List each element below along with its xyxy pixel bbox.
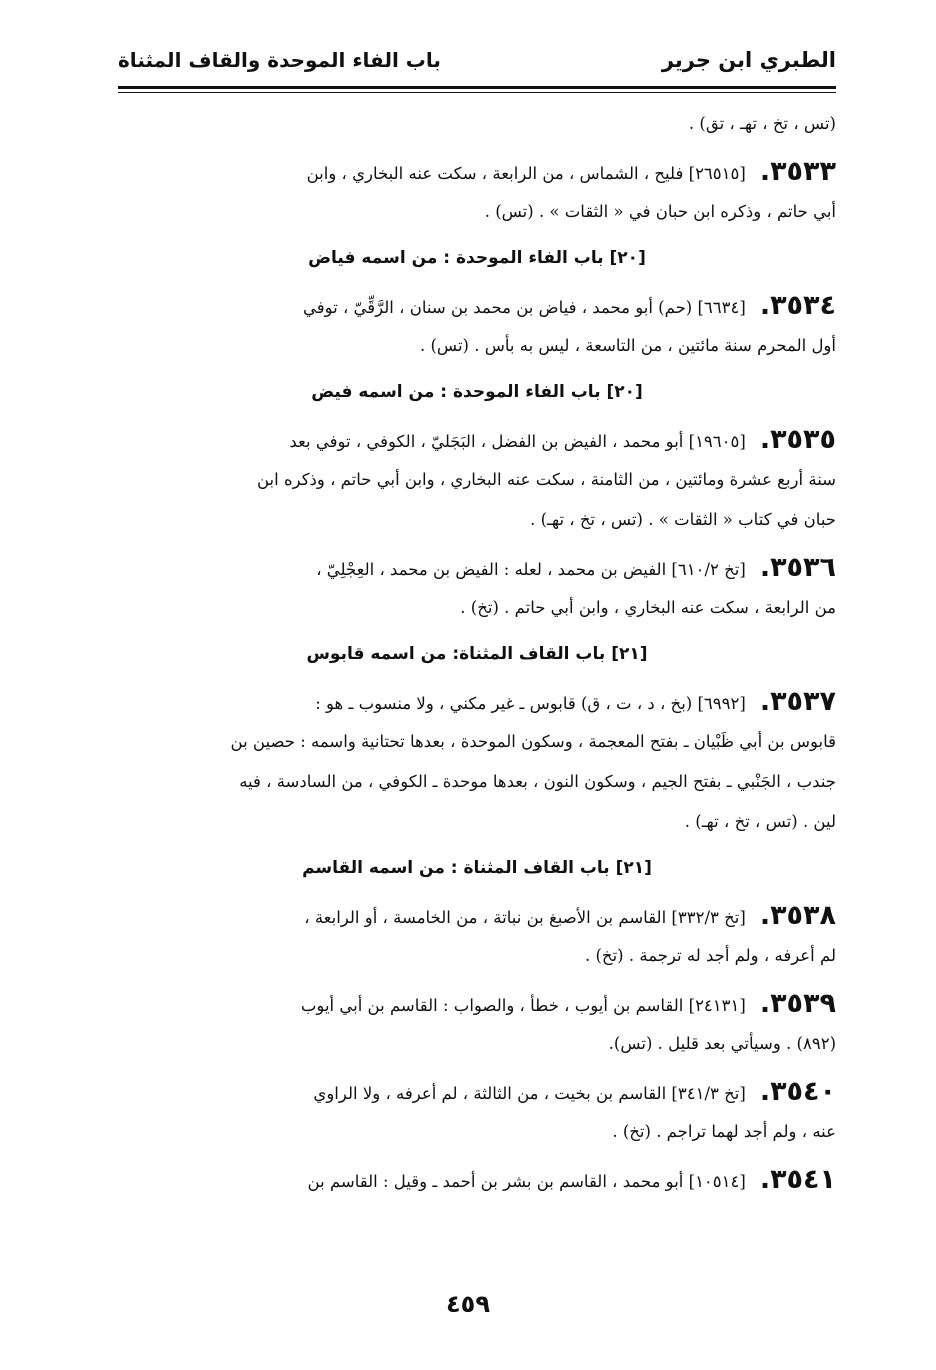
entry-number: ٣٥٣٣. [759,156,836,187]
entry-text-line: من الرابعة ، سكت عنه البخاري ، وابن أبي حاتم . (تخ) . [460,598,836,617]
entry-3538 [118,896,836,936]
entry-text-line: أبي حاتم ، وذكره ابن حبان في « الثقات » . (تس) . [484,202,836,221]
entry-text-line: لين . (تس ، تخ ، تهـ) . [684,812,836,831]
entry-text-line: قابوس بن أبي ظَبْيان ـ بفتح المعجمة ، وسكون الموحدة ، بعدها تحتانية واسمه : حصين بن [230,732,836,751]
entry-number: ٣٥٣٤. [759,290,836,321]
continuation-line: (تس ، تخ ، تهـ ، تق) . [688,114,836,133]
entry-text-line: جندب ، الجَنْبي ـ بفتح الجيم ، وسكون النون ، بعدها موحدة ـ الكوفي ، من السادسة ، فيه [239,772,836,791]
page-number: ٤٥٩ [446,1290,490,1318]
entry-text: [٦٦٣٤] (حم) أبو محمد ، فياض بن محمد بن سنان ، الرَّقِّيّ ، توفي [302,298,746,317]
header-rule-thick [118,86,836,89]
entry-text-line: سنة أربع عشرة ومائتين ، من الثامنة ، سكت عنه البخاري ، وابن أبي حاتم ، وذكره ابن [256,470,836,489]
section-heading: [٢٠] باب الفاء الموحدة : من اسمه فياض [308,248,646,268]
entry-text: [١٠٥١٤] أبو محمد ، القاسم بن بشر بن أحمد ـ وقيل : القاسم بن [307,1172,746,1191]
entry-3541 [118,1160,836,1200]
entry-number: ٣٥٣٧. [759,686,836,717]
entry-text: [تخ ٦١٠/٢] الفيض بن محمد ، لعله : الفيض بن محمد ، العِجْلِيّ ، [316,560,746,579]
entry-number: ٣٥٤١. [759,1164,836,1195]
entry-text: [تخ ٣٣٢/٣] القاسم بن الأصبغ بن نباتة ، من الخامسة ، أو الرابعة ، [304,908,746,927]
entry-text: [٢٦٥١٥] فليح ، الشماس ، من الرابعة ، سكت عنه البخاري ، وابن [306,164,746,183]
entry-text-line: أول المحرم سنة مائتين ، من التاسعة ، ليس به بأس . (تس) . [419,336,836,355]
entry-3534 [118,286,836,326]
section-heading: [٢١] باب القاف المثناة: من اسمه قابوس [306,644,648,664]
page-body [118,104,836,1200]
entry-number: ٣٥٤٠. [759,1076,836,1107]
entry-number: ٣٥٣٥. [759,424,836,455]
header-rule-thin [118,92,836,93]
entry-text-line: (٨٩٢) . وسيأتي بعد قليل . (تس). [608,1034,836,1053]
entry-text-line: عنه ، ولم أجد لهما تراجم . (تخ) . [612,1122,836,1141]
entry-text-line: لم أعرفه ، ولم أجد له ترجمة . (تخ) . [585,946,836,965]
entry-text: [٦٩٩٢] (بخ ، د ، ت ، ق) قابوس ـ غير مكني ، ولا منسوب ـ هو : [315,694,746,713]
section-heading: [٢١] باب القاف المثناة : من اسمه القاسم [302,858,652,878]
entry-3537 [118,682,836,722]
entry-number: ٣٥٣٦. [759,552,836,583]
header-author-title: الطبري ابن جرير [661,48,836,72]
entry-text: [تخ ٣٤١/٣] القاسم بن بخيت ، من الثالثة ، لم أعرفه ، ولا الراوي [313,1084,746,1103]
entry-3533 [118,152,836,192]
header-chapter-title: باب الفاء الموحدة والقاف المثناة [118,48,441,72]
entry-number: ٣٥٣٩. [759,988,836,1019]
entry-3540 [118,1072,836,1112]
entry-number: ٣٥٣٨. [759,900,836,931]
entry-3539 [118,984,836,1024]
entry-text-line: حبان في كتاب « الثقات » . (تس ، تخ ، تهـ) . [530,510,836,529]
entry-3535 [118,420,836,460]
section-heading: [٢٠] باب الفاء الموحدة : من اسمه فيض [311,382,643,402]
entry-3536 [118,548,836,588]
running-header [118,40,836,80]
entry-text: [٢٤١٣١] القاسم بن أيوب ، خطأ ، والصواب : القاسم بن أبي أيوب [300,996,746,1015]
entry-text: [١٩٦٠٥] أبو محمد ، الفيض بن الفضل ، البَجَليّ ، الكوفي ، توفي بعد [289,432,746,451]
